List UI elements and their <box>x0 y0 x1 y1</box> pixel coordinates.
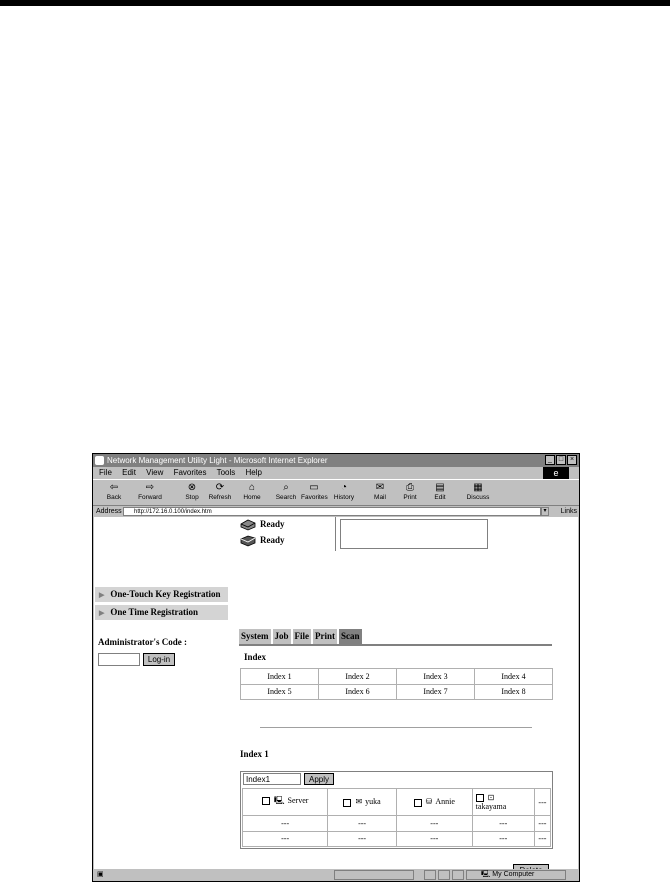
destination-empty: --- <box>534 789 550 816</box>
windows-logo-icon: e <box>543 467 569 479</box>
detail-title: Index 1 <box>240 749 269 759</box>
edit-button[interactable]: ▤ Edit <box>427 481 453 501</box>
checkbox[interactable] <box>262 797 270 805</box>
search-button[interactable]: ⌕ Search <box>273 481 299 501</box>
destination-yuka[interactable]: ✉ yuka <box>328 789 397 816</box>
mail-button[interactable]: ✉ Mail <box>367 481 393 501</box>
browser-window <box>92 453 580 882</box>
tab-bar <box>239 629 364 644</box>
list-item: --- <box>243 831 328 847</box>
list-item: --- <box>472 831 534 847</box>
table-row <box>241 669 553 685</box>
index-7-cell[interactable]: Index 7 <box>397 684 475 700</box>
stop-icon: ⊗ <box>187 482 197 493</box>
tab-print[interactable]: Print <box>313 629 337 644</box>
index-3-cell[interactable]: Index 3 <box>397 669 475 685</box>
admin-code-input[interactable] <box>98 653 140 666</box>
ie-app-icon <box>95 456 104 465</box>
menu-edit[interactable]: Edit <box>122 468 136 477</box>
list-item: --- <box>396 831 472 847</box>
refresh-icon: ⟳ <box>215 482 225 493</box>
history-button[interactable]: ◔ History <box>331 481 357 501</box>
index-6-cell[interactable]: Index 6 <box>319 684 397 700</box>
favorites-icon: ▭ <box>309 482 319 493</box>
table-row <box>243 816 551 832</box>
window-title: Network Management Utility Light - Microsoft Internet Explorer <box>107 456 328 465</box>
table-row <box>241 684 553 700</box>
zone-cell: 🖳 My Computer <box>466 870 566 880</box>
database-icon: ⛁ <box>425 797 433 807</box>
index-table <box>240 668 553 700</box>
toolbar <box>93 479 579 506</box>
status-cell <box>424 870 436 880</box>
checkbox[interactable] <box>343 799 351 807</box>
scanner-icon <box>240 535 256 546</box>
tab-job[interactable]: Job <box>273 629 291 644</box>
mail-icon: ✉ <box>375 482 385 493</box>
search-icon: ⌕ <box>283 482 289 493</box>
server-icon: 🖳 <box>273 796 285 805</box>
destination-table <box>242 788 551 847</box>
tab-system[interactable]: System <box>239 629 271 644</box>
list-item: --- <box>534 831 550 847</box>
list-item: --- <box>328 816 397 832</box>
index-4-cell[interactable]: Index 4 <box>475 669 553 685</box>
print-icon: ⎙ <box>406 482 414 493</box>
fax-icon: ⊡ <box>487 792 495 802</box>
menu-bar <box>93 467 579 479</box>
address-input[interactable]: http://172.16.0.100/index.htm <box>123 507 541 516</box>
discuss-icon: ▦ <box>473 482 483 493</box>
scanner-status: Ready <box>240 535 285 546</box>
destination-annie[interactable]: ⛁ Annie <box>396 789 472 816</box>
back-button[interactable]: ⇦ Back <box>101 481 127 501</box>
list-item: --- <box>472 816 534 832</box>
apply-button[interactable]: Apply <box>304 773 334 785</box>
destination-takayama[interactable]: ⊡ takayama <box>472 789 534 816</box>
stop-button[interactable]: ⊗ Stop <box>179 481 205 501</box>
computer-icon: 🖳 <box>481 871 491 878</box>
close-icon[interactable]: × <box>567 455 577 465</box>
address-dropdown-icon[interactable]: ▾ <box>541 507 549 516</box>
page-top-rule <box>0 0 670 6</box>
discuss-button[interactable]: ▦ Discuss <box>466 482 490 501</box>
forward-button[interactable]: ⇨ Forward <box>138 482 162 501</box>
status-divider <box>335 517 336 551</box>
section-divider <box>260 727 532 728</box>
status-message-box <box>340 519 488 549</box>
maximize-icon[interactable]: □ <box>556 455 566 465</box>
printer-icon <box>240 519 256 530</box>
tab-scan[interactable]: Scan <box>339 629 362 644</box>
index-8-cell[interactable]: Index 8 <box>475 684 553 700</box>
index-1-cell[interactable]: Index 1 <box>241 669 319 685</box>
admin-code-label: Administrator's Code : <box>98 637 187 647</box>
triangle-right-icon: ▶ <box>99 609 105 617</box>
menu-help[interactable]: Help <box>245 468 262 477</box>
checkbox[interactable] <box>414 799 422 807</box>
edit-icon: ▤ <box>435 482 445 493</box>
table-row <box>243 831 551 847</box>
tab-underline <box>239 644 552 646</box>
index-5-cell[interactable]: Index 5 <box>241 684 319 700</box>
list-item: --- <box>243 816 328 832</box>
forward-arrow-icon: ⇨ <box>145 482 155 493</box>
history-icon: ◔ <box>340 482 348 493</box>
index-2-cell[interactable]: Index 2 <box>319 669 397 685</box>
page-content <box>94 517 578 869</box>
index-name-input[interactable]: Index1 <box>243 773 301 785</box>
menu-favorites[interactable]: Favorites <box>173 468 207 477</box>
tab-file[interactable]: File <box>293 629 312 644</box>
sidebar-item-one-touch[interactable]: ▶ One-Touch Key Registration <box>95 587 228 602</box>
list-item: --- <box>328 831 397 847</box>
print-button[interactable]: ⎙ Print <box>397 481 423 501</box>
list-item: --- <box>534 816 550 832</box>
mail-icon: ✉ <box>355 797 363 807</box>
status-cell <box>452 870 464 880</box>
back-arrow-icon: ⇦ <box>109 482 119 493</box>
home-button[interactable]: ⌂ Home <box>239 481 265 501</box>
index-section-title: Index <box>244 652 267 662</box>
status-cell <box>334 870 414 880</box>
page-icon: ▣ <box>97 871 104 878</box>
destination-server[interactable]: 🖳 Server <box>243 789 328 816</box>
title-bar <box>93 454 579 467</box>
status-bar <box>94 869 578 881</box>
detail-panel <box>240 771 553 849</box>
printer-status: Ready <box>240 519 285 530</box>
list-item: --- <box>396 816 472 832</box>
links-button[interactable]: Links <box>560 508 577 515</box>
address-label: Address <box>96 508 122 515</box>
favorites-button[interactable]: ▭ Favorites <box>301 482 328 501</box>
address-bar <box>93 506 579 517</box>
table-row <box>243 789 551 816</box>
status-cell <box>438 870 450 880</box>
menu-tools[interactable]: Tools <box>216 468 236 477</box>
checkbox[interactable] <box>476 794 484 802</box>
sidebar-item-one-time[interactable]: ▶ One Time Registration <box>95 605 228 620</box>
minimize-icon[interactable]: _ <box>545 455 555 465</box>
refresh-button[interactable]: ⟳ Refresh <box>208 482 232 501</box>
menu-file[interactable]: File <box>99 468 112 477</box>
home-icon: ⌂ <box>248 482 256 493</box>
triangle-right-icon: ▶ <box>99 591 105 599</box>
menu-view[interactable]: View <box>146 468 164 477</box>
login-button[interactable]: Log-in <box>143 653 175 666</box>
